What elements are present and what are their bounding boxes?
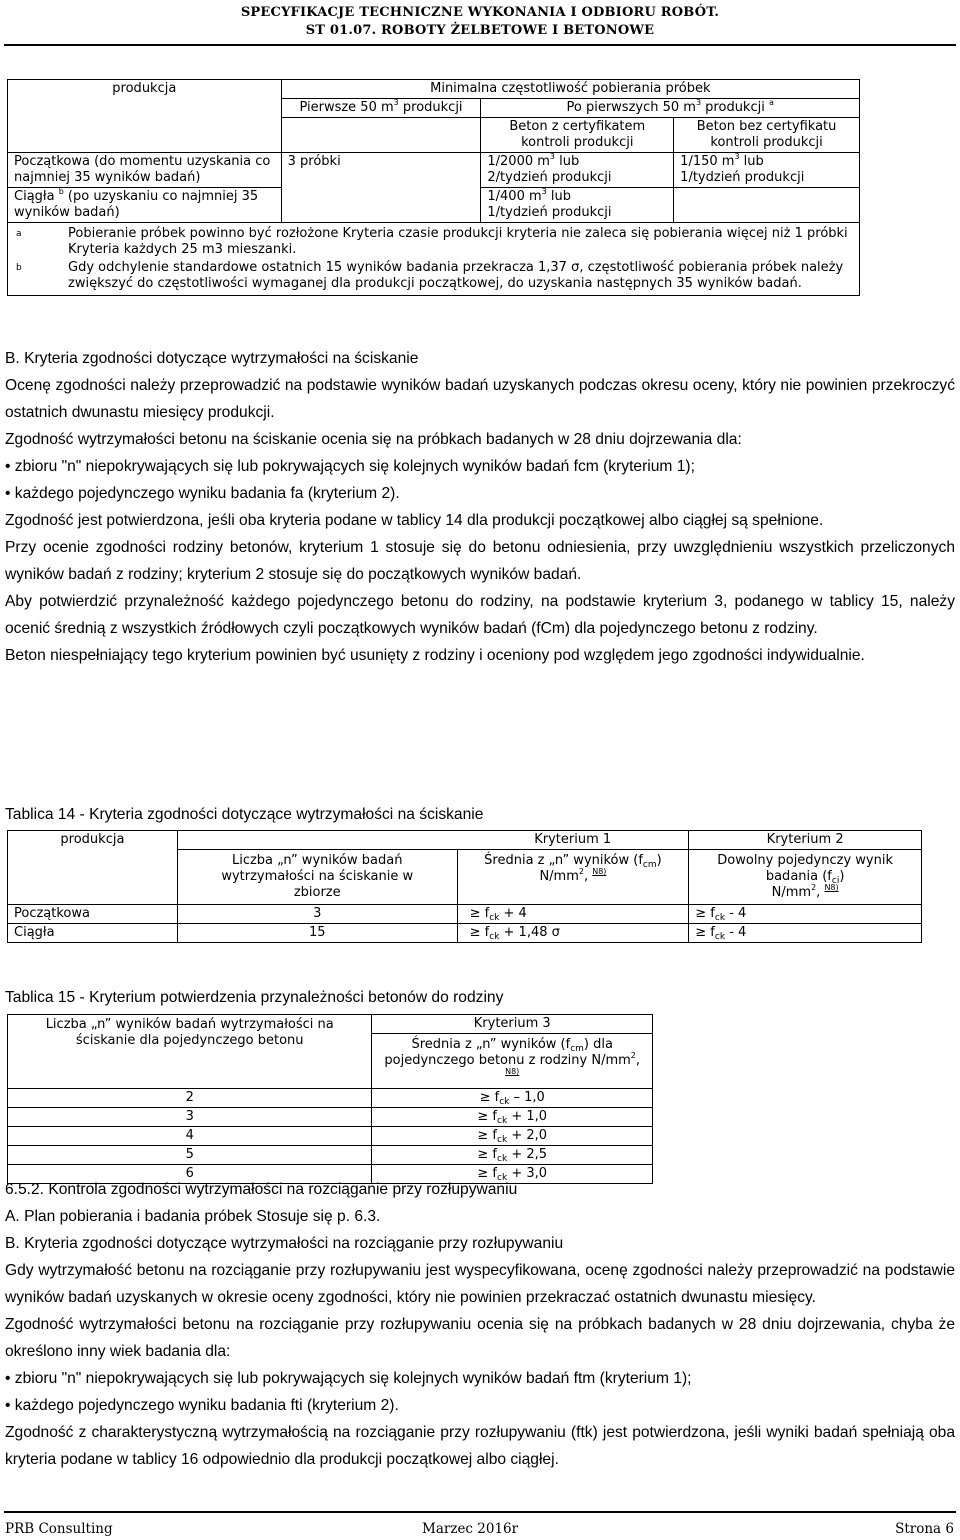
bullet-item: • zbioru "n" niepokrywających się lub pokrywających się kolejnych wyników badań fcm (kryterium 1);: [5, 458, 695, 475]
t14-header-produkcja: produkcja: [8, 831, 178, 850]
footer-rule: [4, 1511, 956, 1513]
table14-caption: Tablica 14 - Kryteria zgodności dotyczące wytrzymałości na ściskanie: [5, 806, 484, 823]
col-header-produkcja: produkcja: [8, 80, 282, 99]
section-heading: B. Kryteria zgodności dotyczące wytrzymałości na ściskanie: [5, 350, 419, 367]
cell-initial-cert: 1/2000 $m^3$ lub 2/tydzień produkcji: [481, 153, 674, 188]
section-compressive-criteria: [5, 345, 955, 669]
col-header-without-certificate: Beton bez certyfikatu kontroli produkcji: [674, 118, 860, 153]
bullet-item: • każdego pojedynczego wyniku badania fa (kryterium 2).: [5, 485, 400, 502]
bullet-item: • każdego pojedynczego wyniku badania fti (kryterium 2).: [5, 1397, 399, 1414]
t15-header-k3: Kryterium 3: [372, 1015, 653, 1034]
footer-page-number: Strona 6: [895, 1521, 954, 1537]
header-line-1: SPECYFIKACJE TECHNICZNE WYKONANIA I ODBIORU ROBÓT.: [240, 5, 720, 20]
note-b: Gdy odchylenie standardowe ostatnich 15 wyników badania przekracza 1,37 σ, częstotliwość pobierania próbek należy zwiększyć do częstotliwości wymaganej dla produkcji początkowej, do uzyskania następnych 35 wyników badań.: [68, 260, 844, 291]
col-header-min-frequency: Minimalna częstotliwość pobierania próbek: [281, 80, 859, 99]
row-label-continuous: Ciągła $^b$ (po uzyskaniu co najmniej 35 wyników badań): [8, 188, 282, 223]
bullet-item: • zbioru "n" niepokrywających się lub pokrywających się kolejnych wyników badań ftm (kryterium 1);: [5, 1370, 692, 1387]
paragraph: Zgodność wytrzymałości betonu na rozciąganie przy rozłupywaniu ocenia się na próbkach badanych w 28 dniu dojrzewania, chyba że określono inny wiek badania dla:: [5, 1316, 955, 1360]
paragraph: Gdy wytrzymałość betonu na rozciąganie przy rozłupywaniu jest wyspecyfikowana, ocenę zgodności należy przeprowadzić na podstawie wyników badań uzyskanych w okresie oceny zgodności, który nie powinien przekraczać ostatnich dwunastu miesięcy.: [5, 1262, 955, 1306]
table-row: 5 ≥ $f_{ck} + 2,5$: [8, 1146, 653, 1165]
section-heading: 6.5.2. Kontrola zgodności wytrzymałości na rozciąganie przy rozłupywaniu: [5, 1181, 518, 1198]
page-header: [0, 4, 960, 40]
note-b-mark: b: [16, 263, 22, 273]
paragraph: Aby potwierdzić przynależność każdego pojedynczego betonu do rodziny, na podstawie kryterium 3, podanego w tablicy 15, należy ocenić średnią z wszystkich źródłowych czyli początkowych wyników badań (fCm) dla pojedynczego betonu z rodziny.: [5, 593, 955, 637]
col-header-after-50: Po pierwszych 50 $m^3$ produkcji $^a$: [481, 99, 860, 118]
table-row: 6 ≥ $f_{ck} + 3,0$: [8, 1165, 653, 1184]
t14-header-mean: Średnia z „n” wyników $(f_{cm})$ $N/mm^2$, $^{N8)}$: [457, 850, 689, 905]
note-a: Pobieranie próbek powinno być rozłożone Kryteria czasie produkcji kryteria nie zaleca się pobierania więcej niż 1 próbki Kryteria każdych 25 m3 mieszanki.: [68, 226, 848, 257]
sampling-frequency-table: [7, 79, 860, 296]
row-label-initial: Początkowa (do momentu uzyskania co najmniej 35 wyników badań): [8, 153, 282, 188]
table14: [7, 830, 922, 943]
table-row: 4 ≥ $f_{ck} + 2,0$: [8, 1127, 653, 1146]
t15-header-mean: Średnia z „n” wyników $(f_{cm})$ dla pojedynczego betonu z rodziny $N/mm^2$, $^{N8)}$: [372, 1034, 653, 1089]
paragraph: Przy ocenie zgodności rodziny betonów, kryterium 1 stosuje się do betonu odniesienia, przy uwzględnieniu wszystkich przeliczonych wyników badań z rodziny; kryterium 2 stosuje się do początkowych wyników badań.: [5, 539, 955, 583]
paragraph: Beton niespełniający tego kryterium powinien być usunięty z rodziny i oceniony pod względem jego zgodności indywidualnie.: [5, 647, 865, 664]
t14-header-k1: Kryterium 1: [457, 831, 689, 850]
footer-date: Marzec 2016r: [422, 1521, 519, 1537]
header-rule: [4, 44, 956, 46]
col-header-with-certificate: Beton z certyfikatem kontroli produkcji: [481, 118, 674, 153]
table15-caption: Tablica 15 - Kryterium potwierdzenia przynależności betonów do rodziny: [5, 989, 504, 1006]
paragraph: Zgodność jest potwierdzona, jeśli oba kryteria podane w tablicy 14 dla produkcji początkowej albo ciągłej są spełnione.: [5, 512, 824, 529]
t14-header-k2: Kryterium 2: [689, 831, 922, 850]
section-splitting-tensile: [5, 1176, 955, 1473]
t14-header-n: Liczba „n” wyników badań wytrzymałości na ściskanie w zbiorze: [177, 850, 457, 905]
col-header-first-50: Pierwsze 50 $m^3$ produkcji: [281, 99, 481, 118]
table15: [7, 1014, 653, 1184]
table-notes: [8, 223, 860, 296]
cell-initial-nocert: 1/150 $m^3$ lub 1/tydzień produkcji: [674, 153, 860, 188]
table-row: Ciągła 15 ≥ $f_{ck} + 1,48$ σ ≥ $f_{ck} - 4$: [8, 924, 922, 943]
paragraph: Ocenę zgodności należy przeprowadzić na podstawie wyników badań uzyskanych podczas okresu oceny, który nie powinien przekroczyć ostatnich dwunastu miesięcy produkcji.: [5, 377, 955, 421]
t14-header-any: Dowolny pojedynczy wynik badania $(f_{ci})$ $N/mm^2$, $^{N8)}$: [689, 850, 922, 905]
table-row: 2 ≥ $f_{ck} - 1,0$: [8, 1089, 653, 1108]
t15-header-n: Liczba „n” wyników badań wytrzymałości na ściskanie dla pojedynczego betonu: [8, 1015, 372, 1089]
paragraph: Zgodność z charakterystyczną wytrzymałością na rozciąganie przy rozłupywaniu (ftk) jest potwierdzona, jeśli wyniki badań spełniają oba kryteria podane w tablicy 16 odpowiednio dla produkcji początkowej albo ciągłej.: [5, 1424, 955, 1468]
table-row: Początkowa 3 ≥ $f_{ck} + 4$ ≥ $f_{ck} - 4$: [8, 905, 922, 924]
header-line-2: ST 01.07. ROBOTY ŻELBETOWE I BETONOWE: [305, 23, 655, 38]
paragraph: Zgodność wytrzymałości betonu na ściskanie ocenia się na próbkach badanych w 28 dniu dojrzewania dla:: [5, 431, 742, 448]
cell-continuous-cert: 1/400 $m^3$ lub 1/tydzień produkcji: [481, 188, 674, 223]
table-row: 3 ≥ $f_{ck} + 1,0$: [8, 1108, 653, 1127]
footer-company: PRB Consulting: [5, 1521, 113, 1537]
section-heading: B. Kryteria zgodności dotyczące wytrzymałości na rozciąganie przy rozłupywaniu: [5, 1235, 564, 1252]
section-heading: A. Plan pobierania i badania próbek Stosuje się p. 6.3.: [5, 1208, 381, 1225]
note-a-mark: a: [16, 229, 22, 239]
cell-initial-first50: 3 próbki: [281, 153, 481, 223]
